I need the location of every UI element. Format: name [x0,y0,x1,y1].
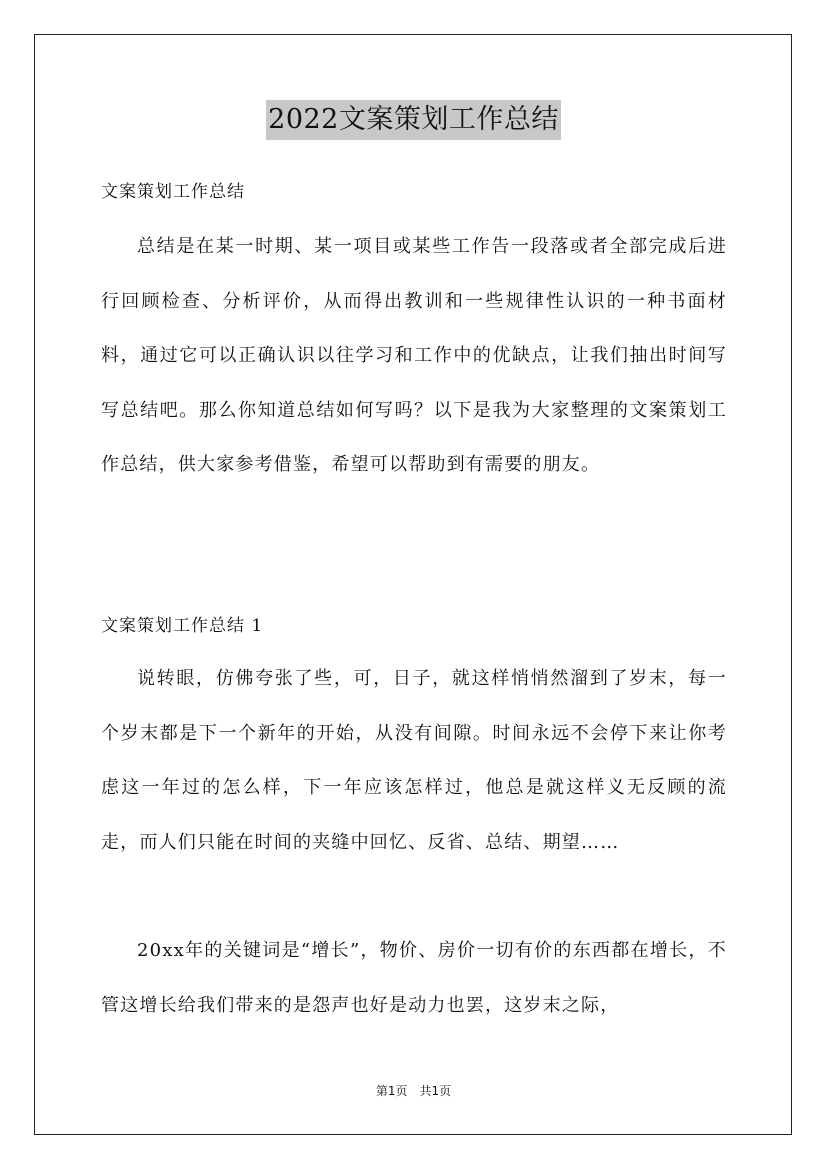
section-heading: 文案策划工作总结 1 [101,616,264,636]
section-paragraph-2: 20xx年的关键词是“增长”，物价、房价一切有价的东西都在增长，不管这增长给我们带来的是怨声也好是动力也罢，这岁末之际， [101,940,727,1016]
page-footer: 第1页 共1页 [375,1084,452,1098]
document-title: 2022文案策划工作总结 [266,100,561,140]
section-paragraph-1: 说转眼，仿佛夸张了些，可，日子，就这样悄悄然溜到了岁末，每一个岁末都是下一个新年的开始，从没有间隙。时间永远不会停下来让你考虑这一年过的怎么样，下一年应该怎样过，他总是就这样义无反顾的流走，而人们只能在时间的夹缝中回忆、反省、总结、期望…… [101,668,727,853]
title-container [0,100,827,140]
document-subheading: 文案策划工作总结 [101,182,245,202]
intro-paragraph: 总结是在某一时期、某一项目或某些工作告一段落或者全部完成后进行回顾检查、分析评价，从而得出教训和一些规律性认识的一种书面材料，通过它可以正确认识以往学习和工作中的优缺点，让我们抽出时间写写总结吧。那么你知道总结如何写吗？以下是我为大家整理的文案策划工作总结，供大家参考借鉴，希望可以帮助到有需要的朋友。 [101,236,727,475]
